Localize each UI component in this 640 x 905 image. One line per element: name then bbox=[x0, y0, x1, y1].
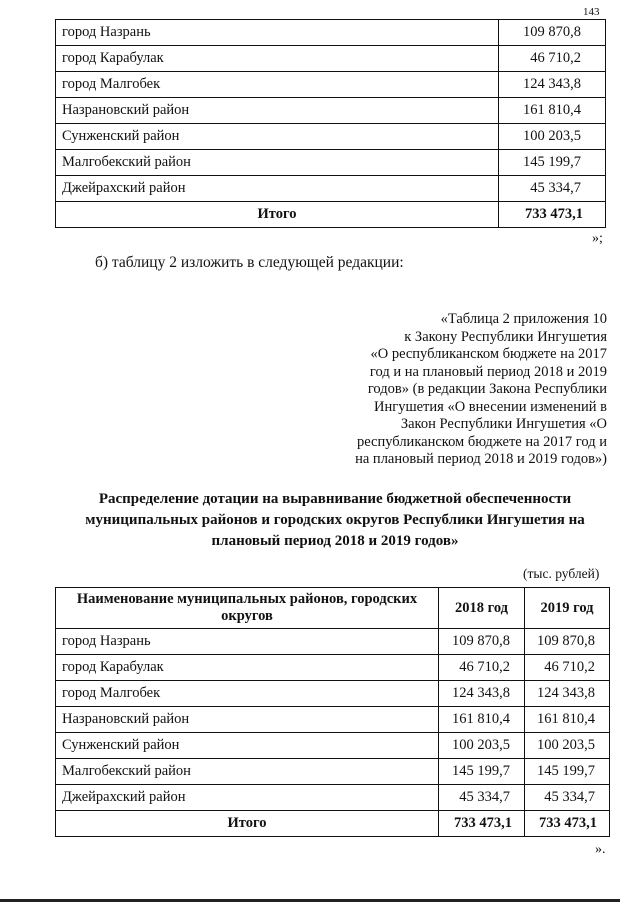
note-line: «О республиканском бюджете на 2017 bbox=[370, 346, 607, 362]
note-line: год и на плановый период 2018 и 2019 bbox=[369, 363, 607, 380]
table-row bbox=[56, 733, 610, 759]
value-2018: 145 199,7 bbox=[439, 759, 525, 785]
table-row bbox=[56, 98, 606, 124]
column-header-name: Наименование муниципальных районов, городских округов bbox=[56, 588, 439, 629]
table-row bbox=[56, 707, 610, 733]
district-name: Назрановский район bbox=[56, 98, 499, 124]
heading-line: Распределение дотации на выравнивание бюджетной обеспеченности bbox=[98, 491, 572, 507]
district-value: 145 199,7 bbox=[499, 150, 606, 176]
table-row bbox=[56, 176, 606, 202]
district-name: Назрановский район bbox=[56, 707, 439, 733]
total-2018: 733 473,1 bbox=[439, 811, 525, 837]
page-number: 143 bbox=[583, 6, 600, 18]
note-line: республиканском бюджете на 2017 год и bbox=[357, 433, 607, 450]
district-name: Сунженский район bbox=[56, 733, 439, 759]
district-name: Сунженский район bbox=[56, 124, 499, 150]
value-2019: 109 870,8 bbox=[525, 629, 610, 655]
allocation-table bbox=[55, 587, 610, 837]
total-label: Итого bbox=[56, 811, 439, 837]
district-value: 46 710,2 bbox=[499, 46, 606, 72]
column-header-2018: 2018 год bbox=[439, 588, 525, 629]
total-value: 733 473,1 bbox=[499, 202, 606, 228]
closing-quote: ». bbox=[595, 842, 606, 857]
value-2019: 46 710,2 bbox=[525, 655, 610, 681]
table-row bbox=[56, 20, 606, 46]
district-name: город Малгобек bbox=[56, 681, 439, 707]
note-line: «Таблица 2 приложения 10 bbox=[440, 311, 607, 327]
table-row bbox=[56, 124, 606, 150]
value-2018: 161 810,4 bbox=[439, 707, 525, 733]
note-line: Ингушетия «О внесении изменений в bbox=[374, 398, 607, 415]
district-value: 109 870,8 bbox=[499, 20, 606, 46]
heading-line: плановый период 2018 и 2019 годов» bbox=[211, 533, 459, 549]
value-2019: 45 334,7 bbox=[525, 785, 610, 811]
district-value: 161 810,4 bbox=[499, 98, 606, 124]
table-row bbox=[56, 46, 606, 72]
header-row bbox=[56, 588, 610, 629]
value-2018: 124 343,8 bbox=[439, 681, 525, 707]
total-label: Итого bbox=[56, 202, 499, 228]
units-label: (тыс. рублей) bbox=[523, 566, 600, 581]
value-2019: 145 199,7 bbox=[525, 759, 610, 785]
table-row bbox=[56, 785, 610, 811]
district-value: 100 203,5 bbox=[499, 124, 606, 150]
table-row bbox=[56, 655, 610, 681]
table-row bbox=[56, 150, 606, 176]
district-name: Малгобекский район bbox=[56, 150, 499, 176]
note-line: к Закону Республики Ингушетия bbox=[404, 328, 607, 345]
amendment-paragraph: б) таблицу 2 изложить в следующей редакции: bbox=[95, 254, 404, 271]
scan-edge-line bbox=[0, 899, 620, 902]
table-row bbox=[56, 681, 610, 707]
district-name: город Карабулак bbox=[56, 46, 499, 72]
value-2018: 100 203,5 bbox=[439, 733, 525, 759]
column-header-2019: 2019 год bbox=[525, 588, 610, 629]
district-value: 124 343,8 bbox=[499, 72, 606, 98]
district-name: Джейрахский район bbox=[56, 176, 499, 202]
table-row bbox=[56, 72, 606, 98]
district-name: город Малгобек bbox=[56, 72, 499, 98]
value-2018: 109 870,8 bbox=[439, 629, 525, 655]
district-name: Джейрахский район bbox=[56, 785, 439, 811]
district-name: город Карабулак bbox=[56, 655, 439, 681]
table-row bbox=[56, 629, 610, 655]
value-2019: 100 203,5 bbox=[525, 733, 610, 759]
value-2019: 124 343,8 bbox=[525, 681, 610, 707]
district-name: город Назрань bbox=[56, 20, 499, 46]
district-name: Малгобекский район bbox=[56, 759, 439, 785]
table-heading bbox=[60, 489, 610, 552]
district-value: 45 334,7 bbox=[499, 176, 606, 202]
heading-line: муниципальных районов и городских округов Республики Ингушетия на bbox=[85, 512, 585, 528]
total-row bbox=[56, 811, 610, 837]
value-2018: 45 334,7 bbox=[439, 785, 525, 811]
allocation-table-continued bbox=[55, 19, 606, 228]
district-name: город Назрань bbox=[56, 629, 439, 655]
total-2019: 733 473,1 bbox=[525, 811, 610, 837]
closing-quote: »; bbox=[592, 231, 603, 246]
table-row bbox=[56, 759, 610, 785]
value-2018: 46 710,2 bbox=[439, 655, 525, 681]
table-reference-note bbox=[335, 311, 607, 469]
note-line: на плановый период 2018 и 2019 годов») bbox=[355, 451, 607, 467]
total-row bbox=[56, 202, 606, 228]
value-2019: 161 810,4 bbox=[525, 707, 610, 733]
note-line: Закон Республики Ингушетия «О bbox=[400, 416, 607, 432]
note-line: годов» (в редакции Закона Республики bbox=[367, 381, 607, 397]
